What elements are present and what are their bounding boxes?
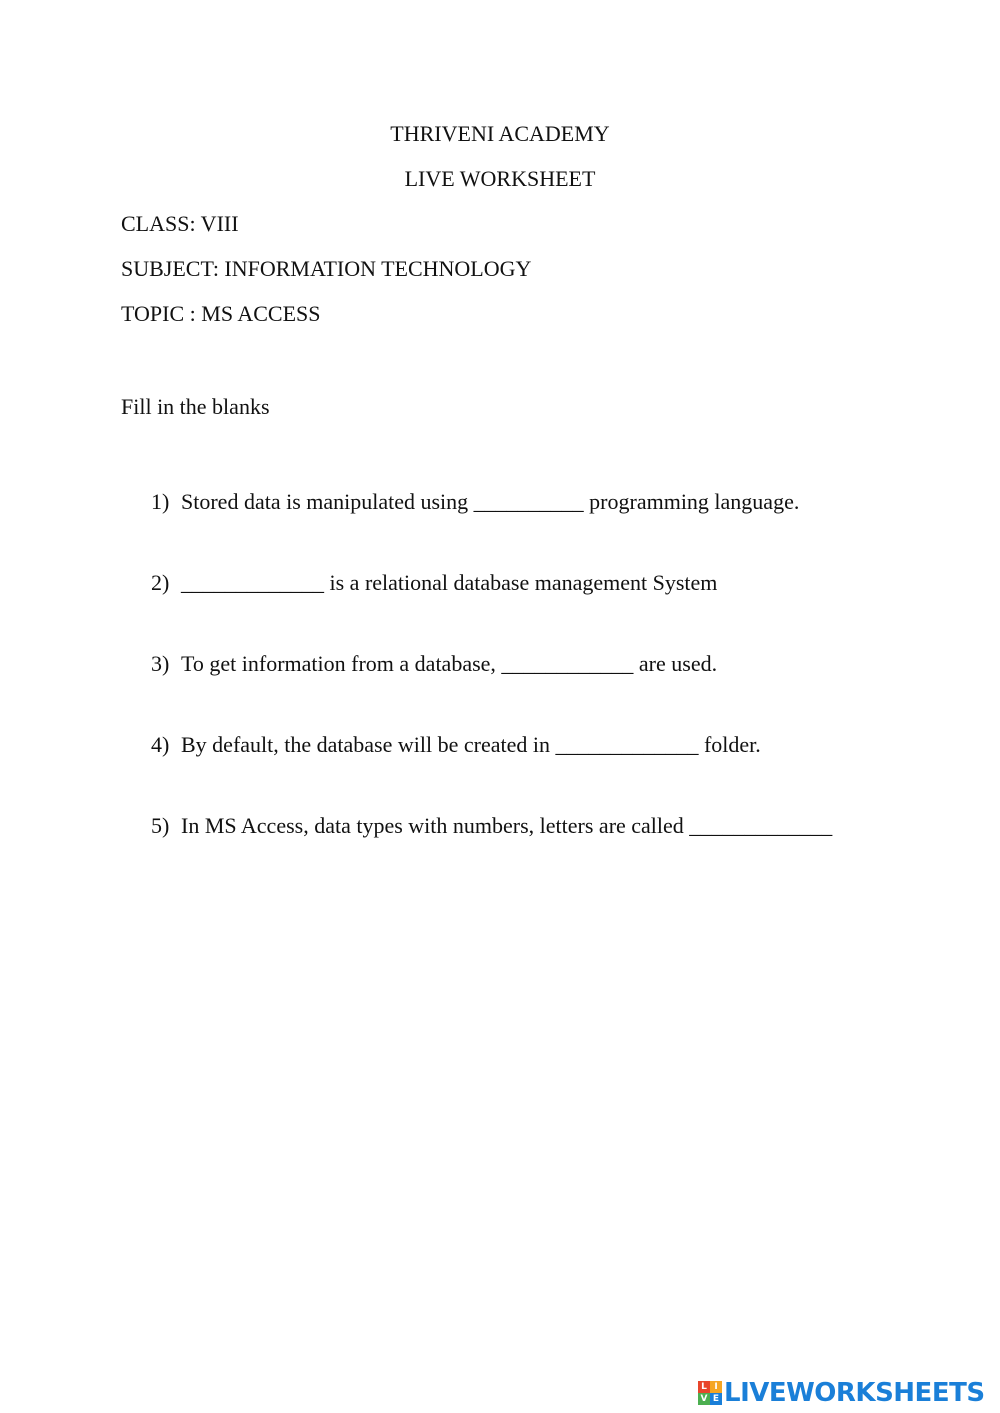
question-text[interactable]: In MS Access, data types with numbers, letters are called _____________ — [181, 813, 833, 838]
class-line: CLASS: VIII — [121, 211, 239, 236]
topic-line: TOPIC : MS ACCESS — [121, 301, 321, 326]
worksheet-title: LIVE WORKSHEET — [404, 166, 596, 191]
question-number: 1) — [151, 489, 170, 514]
question-text[interactable]: _____________ is a relational database management System — [181, 570, 718, 595]
liveworksheets-logo[interactable] — [698, 1378, 985, 1408]
question-text[interactable]: Stored data is manipulated using __________ programming language. — [181, 489, 800, 514]
question-number: 4) — [151, 732, 170, 757]
question-number: 5) — [151, 813, 170, 838]
logo-letter: I — [710, 1381, 722, 1393]
logo-letter: L — [698, 1381, 710, 1393]
subject-line: SUBJECT: INFORMATION TECHNOLOGY — [121, 256, 532, 281]
instructions: Fill in the blanks — [121, 394, 270, 419]
logo-letter: E — [710, 1393, 722, 1405]
logo-letter: V — [698, 1393, 710, 1405]
question-number: 2) — [151, 570, 170, 595]
liveworksheets-logo-icon — [698, 1381, 722, 1405]
question-text[interactable]: By default, the database will be created in _____________ folder. — [181, 732, 761, 757]
logo-text: LIVEWORKSHEETS — [724, 1378, 985, 1408]
school-name: THRIVENI ACADEMY — [390, 121, 610, 146]
question-number: 3) — [151, 651, 170, 676]
question-text[interactable]: To get information from a database, ____________ are used. — [181, 651, 718, 676]
